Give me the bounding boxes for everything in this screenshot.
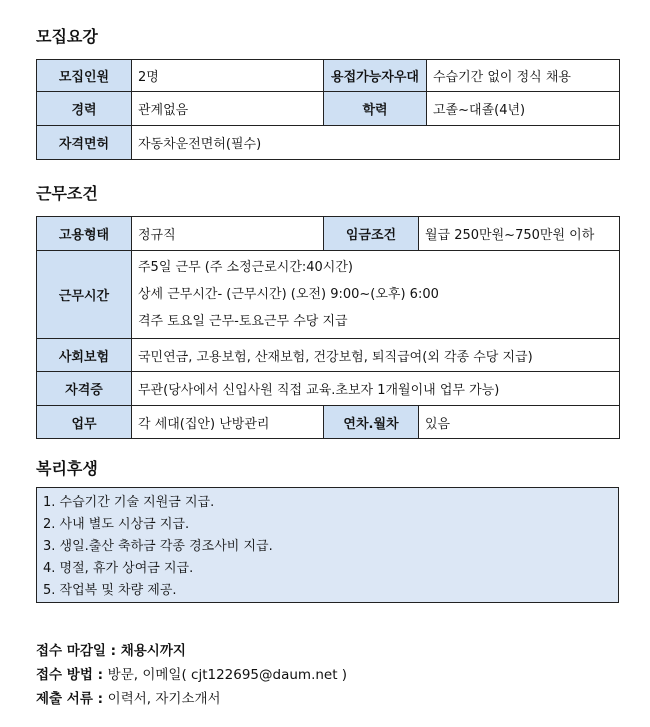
salary-value: 월급 250만원~750만원 이하 xyxy=(419,217,620,251)
work-hours-line: 격주 토요일 근무-토요근무 수당 지급 xyxy=(138,314,348,329)
table-row xyxy=(37,92,620,126)
method-label: 접수 방법 : xyxy=(36,667,108,683)
documents-label: 제출 서류 : xyxy=(36,691,108,707)
deadline-label: 접수 마감일 : xyxy=(36,643,121,659)
work-hours-label: 근무시간 xyxy=(37,251,132,339)
career-label: 경력 xyxy=(37,92,132,126)
table-row xyxy=(37,60,620,92)
education-label: 학력 xyxy=(324,92,427,126)
recruit-section-title: 모집요강 xyxy=(36,27,98,46)
deadline-line xyxy=(36,639,186,659)
list-item: 1. 수습기간 기술 지원금 지급. xyxy=(43,495,215,510)
table-row xyxy=(37,217,620,251)
insurance-label: 사회보험 xyxy=(37,339,132,372)
duty-value: 각 세대(집안) 난방관리 xyxy=(132,406,324,439)
leave-value: 있음 xyxy=(419,406,620,439)
method-value: 방문, 이메일( cjt122695@daum.net ) xyxy=(107,667,348,683)
license-value: 자동차운전면허(필수) xyxy=(132,126,620,160)
welding-preferred-value: 수습기간 없이 정식 채용 xyxy=(427,60,620,92)
duty-label: 업무 xyxy=(37,406,132,439)
method-line xyxy=(36,663,347,683)
list-item: 3. 생일.출산 축하금 각종 경조사비 지급. xyxy=(43,539,273,554)
table-row xyxy=(37,126,620,160)
table-row xyxy=(37,251,620,339)
work-hours-line: 주5일 근무 (주 소정근로시간:40시간) xyxy=(138,260,353,275)
employment-type-label: 고용형태 xyxy=(37,217,132,251)
recruit-count-value: 2명 xyxy=(132,60,324,92)
deadline-value: 채용시까지 xyxy=(120,643,186,659)
license-label: 자격면허 xyxy=(37,126,132,160)
career-value: 관계없음 xyxy=(132,92,324,126)
education-value: 고졸~대졸(4년) xyxy=(427,92,620,126)
benefits-box xyxy=(36,487,619,603)
employment-type-value: 정규직 xyxy=(132,217,324,251)
certificate-value: 무관(당사에서 신입사원 직접 교육.초보자 1개월이내 업무 가능) xyxy=(132,372,620,406)
work-section-title: 근무조건 xyxy=(36,184,98,203)
benefits-section-title: 복리후생 xyxy=(36,459,98,478)
work-hours-value xyxy=(132,251,620,339)
work-hours-line: 상세 근무시간- (근무시간) (오전) 9:00~(오후) 6:00 xyxy=(138,287,439,302)
list-item: 5. 작업복 및 차량 제공. xyxy=(43,583,177,598)
insurance-value: 국민연금, 고용보험, 산재보험, 건강보험, 퇴직급여(외 각종 수당 지급) xyxy=(132,339,620,372)
welding-preferred-label: 용접가능자우대 xyxy=(324,60,427,92)
recruit-table xyxy=(36,59,620,160)
recruit-count-label: 모집인원 xyxy=(37,60,132,92)
list-item: 4. 명절, 휴가 상여금 지급. xyxy=(43,561,194,576)
work-table xyxy=(36,216,620,439)
table-row xyxy=(37,406,620,439)
documents-value: 이력서, 자기소개서 xyxy=(107,691,221,707)
documents-line xyxy=(36,687,221,707)
list-item: 2. 사내 별도 시상금 지급. xyxy=(43,517,190,532)
certificate-label: 자격증 xyxy=(37,372,132,406)
salary-label: 임금조건 xyxy=(324,217,419,251)
table-row xyxy=(37,372,620,406)
leave-label: 연차.월차 xyxy=(324,406,419,439)
table-row xyxy=(37,339,620,372)
